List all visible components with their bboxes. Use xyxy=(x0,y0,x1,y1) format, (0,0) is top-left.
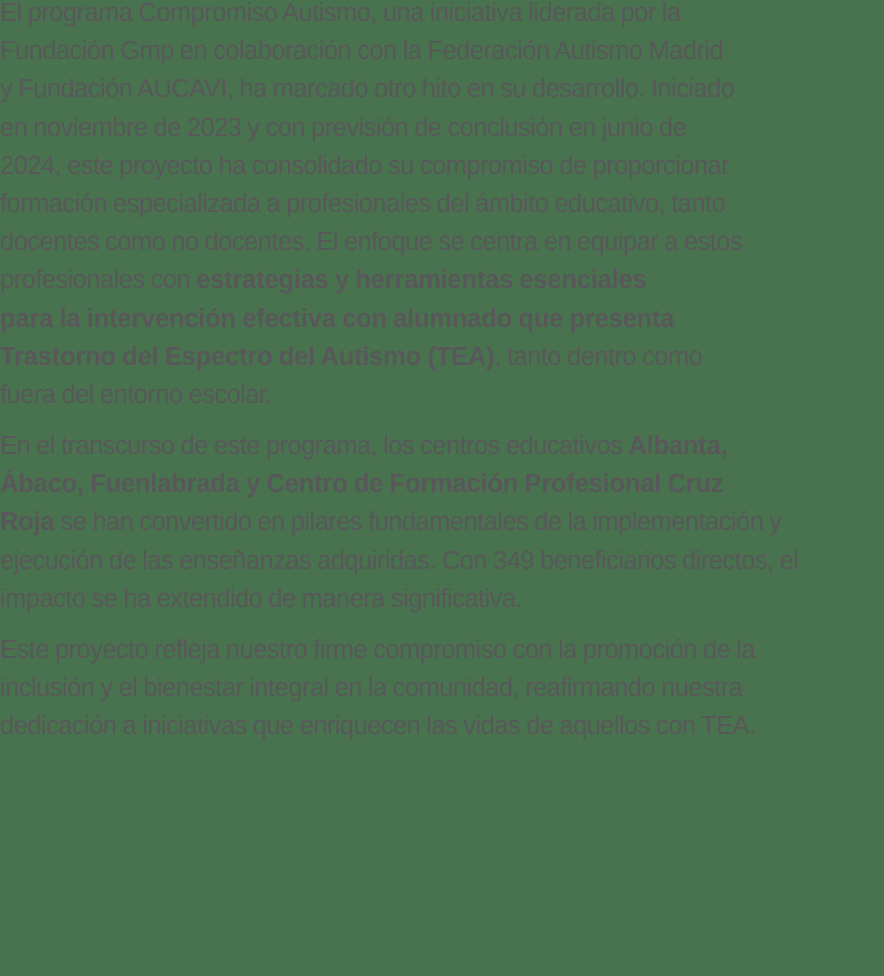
text-line xyxy=(0,465,884,503)
emphasis-tea: Trastorno del Espectro del Autismo (TEA) xyxy=(0,342,495,371)
text-line: ejecución de las enseñanzas adquiridas. Con 349 beneficiarios directos, el xyxy=(0,546,799,575)
text-line: formación especializada a profesionales del ámbito educativo, tanto xyxy=(0,189,726,218)
paragraph-commitment xyxy=(0,631,884,746)
text-line: fuera del entorno escolar. xyxy=(0,380,272,409)
paragraph-centers xyxy=(0,427,884,618)
text-line: profesionales con estrategias y herramientas esenciales xyxy=(0,266,647,295)
emphasis-intervention: para la intervención efectiva con alumnado que presenta xyxy=(0,304,675,333)
text-line: Roja se han convertido en pilares fundamentales de la implementación y xyxy=(0,508,782,537)
text-line: 2024, este proyecto ha consolidado su compromiso de proporcionar xyxy=(0,151,730,180)
emphasis-strategies: estrategias y herramientas esenciales xyxy=(196,266,647,295)
paragraph-intro xyxy=(0,0,884,414)
text-line: Fundación Gmp en colaboración con la Federación Autismo Madrid xyxy=(0,37,724,66)
text-line: Este proyecto refleja nuestro firme compromiso con la promoción de la xyxy=(0,636,755,664)
text-line: impacto se ha extendido de manera significativa. xyxy=(0,584,523,613)
text-line: En el transcurso de este programa, los centros educativos Albanta, xyxy=(0,432,728,461)
text-line: docentes como no docentes. El enfoque se centra en equipar a estos xyxy=(0,228,743,257)
text-line: y Fundación AUCAVI, ha marcado otro hito en su desarrollo. Iniciado xyxy=(0,75,735,104)
text-line: en noviembre de 2023 y con previsión de conclusión en junio de xyxy=(0,113,687,142)
emphasis-centers: Albanta, xyxy=(628,432,728,461)
emphasis-centers: Roja xyxy=(0,508,55,537)
text-line: dedicación a iniciativas que enriquecen las vidas de aquellos con TEA. xyxy=(0,712,756,741)
text-line: El programa Compromiso Autismo, una iniciativa liderada por la xyxy=(0,0,681,27)
text-line xyxy=(0,300,884,338)
text-line: inclusión y el bienestar integral en la comunidad, reafirmando nuestra xyxy=(0,674,743,703)
emphasis-centers: Ábaco, Fuenlabrada y Centro de Formación Profesional Cruz xyxy=(0,470,724,499)
text-line: Trastorno del Espectro del Autismo (TEA), tanto dentro como xyxy=(0,342,703,371)
